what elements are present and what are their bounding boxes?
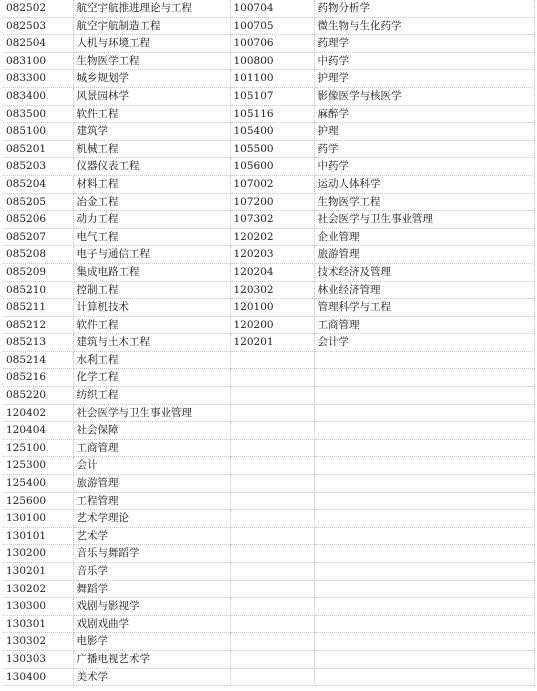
empty-cell [314, 404, 534, 422]
left-name-cell: 仪器仪表工程 [73, 158, 230, 176]
right-code-cell: 107200 [230, 193, 314, 211]
left-code-cell: 085201 [3, 140, 73, 158]
left-code-cell: 083100 [3, 52, 73, 70]
table-row [3, 598, 534, 616]
table-row [3, 492, 534, 510]
empty-cell [314, 457, 534, 475]
right-code-cell: 100800 [230, 52, 314, 70]
left-code-cell: 085206 [3, 211, 73, 229]
table-row [3, 123, 534, 141]
left-name-cell: 集成电路工程 [73, 263, 230, 281]
right-code-cell: 107302 [230, 211, 314, 229]
left-name-cell: 生物医学工程 [73, 52, 230, 70]
left-code-cell: 130201 [3, 563, 73, 581]
empty-cell [314, 369, 534, 387]
right-code-cell: 100704 [230, 0, 314, 17]
right-name-cell: 林业经济管理 [314, 281, 534, 299]
left-name-cell: 戏剧与影视学 [73, 598, 230, 616]
left-name-cell: 工程管理 [73, 492, 230, 510]
table-row [3, 228, 534, 246]
left-name-cell: 会计 [73, 457, 230, 475]
table-row [3, 87, 534, 105]
empty-cell [314, 475, 534, 493]
empty-cell [314, 422, 534, 440]
table-row [3, 334, 534, 352]
table-row [3, 650, 534, 668]
left-code-cell: 130303 [3, 650, 73, 668]
table-row [3, 35, 534, 53]
left-code-cell: 125600 [3, 492, 73, 510]
table-row [3, 105, 534, 123]
right-code-cell: 120204 [230, 263, 314, 281]
empty-cell [314, 580, 534, 598]
table-row [3, 439, 534, 457]
left-code-cell: 130301 [3, 615, 73, 633]
right-code-cell: 120200 [230, 316, 314, 334]
left-code-cell: 085208 [3, 246, 73, 264]
left-code-cell: 130302 [3, 633, 73, 651]
left-name-cell: 戏剧戏曲学 [73, 615, 230, 633]
empty-cell [314, 650, 534, 668]
empty-cell [314, 563, 534, 581]
table-row [3, 299, 534, 317]
right-name-cell: 护理学 [314, 70, 534, 88]
left-name-cell: 电影学 [73, 633, 230, 651]
empty-cell [230, 492, 314, 510]
left-name-cell: 艺术学 [73, 527, 230, 545]
left-name-cell: 人机与环境工程 [73, 35, 230, 53]
right-name-cell: 管理科学与工程 [314, 299, 534, 317]
empty-cell [230, 457, 314, 475]
right-name-cell: 微生物与生化药学 [314, 17, 534, 35]
major-code-table [3, 0, 535, 686]
left-name-cell: 航空宇航推进理论与工程 [73, 0, 230, 17]
left-name-cell: 舞蹈学 [73, 580, 230, 598]
right-code-cell: 101100 [230, 70, 314, 88]
empty-cell [230, 475, 314, 493]
left-name-cell: 社会医学与卫生事业管理 [73, 404, 230, 422]
left-name-cell: 电子与通信工程 [73, 246, 230, 264]
empty-cell [230, 563, 314, 581]
left-code-cell: 085204 [3, 175, 73, 193]
left-name-cell: 冶金工程 [73, 193, 230, 211]
right-code-cell: 120202 [230, 228, 314, 246]
right-code-cell: 120201 [230, 334, 314, 352]
right-code-cell: 120302 [230, 281, 314, 299]
right-name-cell: 中药学 [314, 52, 534, 70]
right-code-cell: 105500 [230, 140, 314, 158]
right-name-cell: 社会医学与卫生事业管理 [314, 211, 534, 229]
left-code-cell: 085203 [3, 158, 73, 176]
left-code-cell: 085220 [3, 387, 73, 405]
left-name-cell: 旅游管理 [73, 475, 230, 493]
right-name-cell: 药理学 [314, 35, 534, 53]
left-code-cell: 120404 [3, 422, 73, 440]
left-code-cell: 085205 [3, 193, 73, 211]
left-code-cell: 085214 [3, 351, 73, 369]
right-name-cell: 护理 [314, 123, 534, 141]
right-name-cell: 麻醉学 [314, 105, 534, 123]
empty-cell [230, 387, 314, 405]
empty-cell [230, 422, 314, 440]
left-name-cell: 工商管理 [73, 439, 230, 457]
left-name-cell: 软件工程 [73, 105, 230, 123]
table-row [3, 52, 534, 70]
right-name-cell: 药学 [314, 140, 534, 158]
left-name-cell: 计算机技术 [73, 299, 230, 317]
left-code-cell: 130400 [3, 668, 73, 686]
left-name-cell: 纺织工程 [73, 387, 230, 405]
empty-cell [230, 633, 314, 651]
left-code-cell: 085212 [3, 316, 73, 334]
table-row [3, 211, 534, 229]
left-name-cell: 社会保障 [73, 422, 230, 440]
left-code-cell: 130200 [3, 545, 73, 563]
table-body [3, 0, 534, 686]
table-row [3, 193, 534, 211]
right-name-cell: 药物分析学 [314, 0, 534, 17]
right-code-cell: 105107 [230, 87, 314, 105]
empty-cell [230, 510, 314, 528]
left-code-cell: 120402 [3, 404, 73, 422]
right-name-cell: 运动人体科学 [314, 175, 534, 193]
right-code-cell: 120100 [230, 299, 314, 317]
table-row [3, 158, 534, 176]
table-row [3, 0, 534, 17]
left-name-cell: 建筑学 [73, 123, 230, 141]
right-name-cell: 旅游管理 [314, 246, 534, 264]
table-row [3, 281, 534, 299]
left-code-cell: 085209 [3, 263, 73, 281]
left-code-cell: 130300 [3, 598, 73, 616]
left-code-cell: 125300 [3, 457, 73, 475]
right-name-cell: 生物医学工程 [314, 193, 534, 211]
left-code-cell: 082504 [3, 35, 73, 53]
right-name-cell: 企业管理 [314, 228, 534, 246]
left-name-cell: 水利工程 [73, 351, 230, 369]
left-code-cell: 083300 [3, 70, 73, 88]
left-code-cell: 085100 [3, 123, 73, 141]
right-code-cell: 100705 [230, 17, 314, 35]
left-code-cell: 085211 [3, 299, 73, 317]
left-code-cell: 125400 [3, 475, 73, 493]
table-row [3, 369, 534, 387]
left-name-cell: 风景园林学 [73, 87, 230, 105]
left-code-cell: 083400 [3, 87, 73, 105]
table-row [3, 668, 534, 686]
right-code-cell: 100706 [230, 35, 314, 53]
right-code-cell: 105400 [230, 123, 314, 141]
left-name-cell: 软件工程 [73, 316, 230, 334]
left-code-cell: 130100 [3, 510, 73, 528]
table-row [3, 457, 534, 475]
table-row [3, 175, 534, 193]
empty-cell [314, 492, 534, 510]
left-name-cell: 音乐与舞蹈学 [73, 545, 230, 563]
empty-cell [230, 615, 314, 633]
empty-cell [230, 404, 314, 422]
empty-cell [314, 598, 534, 616]
empty-cell [230, 439, 314, 457]
empty-cell [230, 527, 314, 545]
empty-cell [230, 351, 314, 369]
left-code-cell: 085213 [3, 334, 73, 352]
table-row [3, 475, 534, 493]
left-name-cell: 机械工程 [73, 140, 230, 158]
right-name-cell: 工商管理 [314, 316, 534, 334]
left-code-cell: 082502 [3, 0, 73, 17]
table-row [3, 70, 534, 88]
left-name-cell: 材料工程 [73, 175, 230, 193]
left-code-cell: 083500 [3, 105, 73, 123]
page-footer-mark [238, 684, 262, 691]
table-row [3, 17, 534, 35]
empty-cell [314, 510, 534, 528]
empty-cell [230, 545, 314, 563]
table-row [3, 387, 534, 405]
table-row [3, 351, 534, 369]
left-name-cell: 化学工程 [73, 369, 230, 387]
table-row [3, 633, 534, 651]
left-code-cell: 085210 [3, 281, 73, 299]
right-code-cell: 120203 [230, 246, 314, 264]
empty-cell [314, 668, 534, 686]
right-name-cell: 中药学 [314, 158, 534, 176]
table-row [3, 545, 534, 563]
left-name-cell: 航空宇航制造工程 [73, 17, 230, 35]
left-name-cell: 广播电视艺术学 [73, 650, 230, 668]
empty-cell [230, 598, 314, 616]
table-row [3, 404, 534, 422]
right-code-cell: 107002 [230, 175, 314, 193]
left-name-cell: 音乐学 [73, 563, 230, 581]
table-row [3, 316, 534, 334]
empty-cell [314, 527, 534, 545]
empty-cell [230, 369, 314, 387]
left-name-cell: 动力工程 [73, 211, 230, 229]
right-name-cell: 技术经济及管理 [314, 263, 534, 281]
left-name-cell: 城乡规划学 [73, 70, 230, 88]
left-code-cell: 085207 [3, 228, 73, 246]
right-name-cell: 影像医学与核医学 [314, 87, 534, 105]
left-code-cell: 085216 [3, 369, 73, 387]
empty-cell [314, 545, 534, 563]
empty-cell [230, 580, 314, 598]
table-row [3, 263, 534, 281]
table-row [3, 615, 534, 633]
empty-cell [314, 351, 534, 369]
right-code-cell: 105116 [230, 105, 314, 123]
left-name-cell: 控制工程 [73, 281, 230, 299]
empty-cell [314, 439, 534, 457]
table-row [3, 246, 534, 264]
empty-cell [314, 615, 534, 633]
left-code-cell: 130202 [3, 580, 73, 598]
empty-cell [230, 650, 314, 668]
left-code-cell: 130101 [3, 527, 73, 545]
right-name-cell: 会计学 [314, 334, 534, 352]
left-code-cell: 125100 [3, 439, 73, 457]
left-name-cell: 建筑与土木工程 [73, 334, 230, 352]
left-name-cell: 电气工程 [73, 228, 230, 246]
empty-cell [314, 387, 534, 405]
left-code-cell: 082503 [3, 17, 73, 35]
table-row [3, 527, 534, 545]
empty-cell [314, 633, 534, 651]
table-row [3, 580, 534, 598]
table-row [3, 563, 534, 581]
table-row [3, 422, 534, 440]
table-row [3, 510, 534, 528]
table-row [3, 140, 534, 158]
left-name-cell: 美术学 [73, 668, 230, 686]
left-name-cell: 艺术学理论 [73, 510, 230, 528]
right-code-cell: 105600 [230, 158, 314, 176]
